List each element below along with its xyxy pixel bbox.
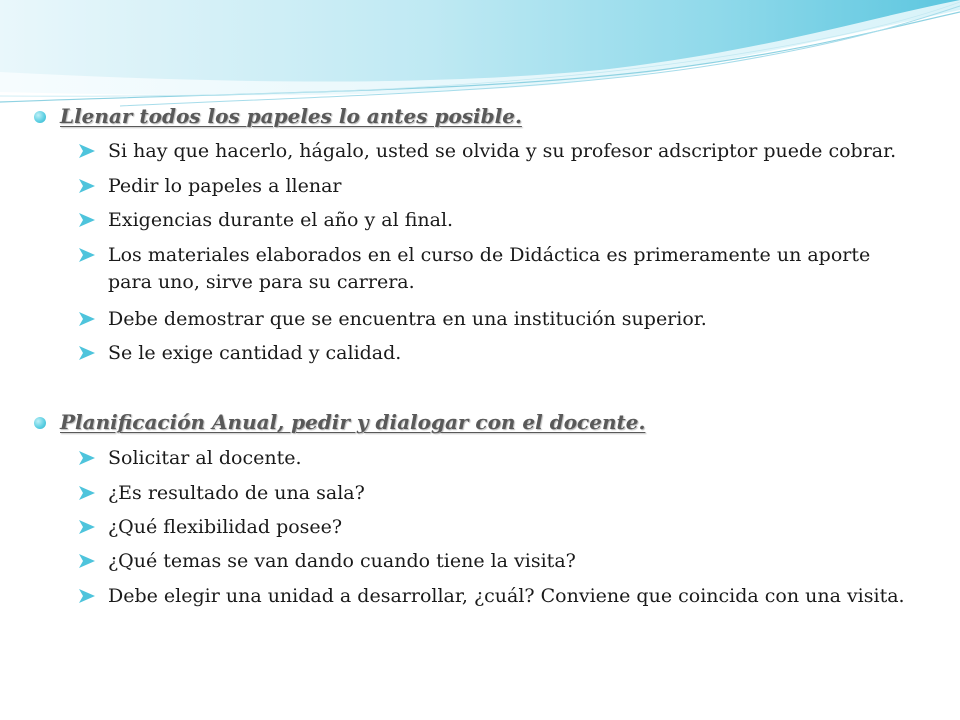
bullet-item: Debe elegir una unidad a desarrollar, ¿cuál? Conviene que coincida con una visita. — [108, 585, 905, 607]
round-bullet-icon — [34, 111, 46, 123]
bullet-item: Si hay que hacerlo, hágalo, usted se olvida y su profesor adscriptor puede cobrar. — [108, 140, 897, 162]
bullet-item: Se le exige cantidad y calidad. — [108, 342, 402, 364]
bullet-item: ¿Qué flexibilidad posee? — [108, 516, 343, 538]
arrowhead-bullet-icon — [78, 450, 96, 466]
arrowhead-bullet-icon — [78, 485, 96, 501]
arrowhead-bullet-icon — [78, 519, 96, 535]
bullet-item: Pedir lo papeles a llenar — [108, 175, 342, 197]
section-title: Planificación Anual, pedir y dialogar con el docente. — [60, 410, 646, 434]
bullet-item: ¿Es resultado de una sala? — [108, 482, 365, 504]
arrowhead-bullet-icon — [78, 247, 96, 263]
bullet-item: Debe demostrar que se encuentra en una institución superior. — [108, 308, 707, 330]
arrowhead-bullet-icon — [78, 178, 96, 194]
arrowhead-bullet-icon — [78, 212, 96, 228]
bullet-item: ¿Qué temas se van dando cuando tiene la visita? — [108, 550, 576, 572]
bullet-item: Exigencias durante el año y al final. — [108, 209, 454, 231]
bullet-item: Los materiales elaborados en el curso de Didáctica es primeramente un aporte para uno, sirve para su carrera. — [108, 244, 871, 293]
bullet-item: Solicitar al docente. — [108, 447, 302, 469]
section-title: Llenar todos los papeles lo antes posible. — [60, 104, 522, 128]
arrowhead-bullet-icon — [78, 311, 96, 327]
arrowhead-bullet-icon — [78, 588, 96, 604]
arrowhead-bullet-icon — [78, 143, 96, 159]
arrowhead-bullet-icon — [78, 553, 96, 569]
round-bullet-icon — [34, 417, 46, 429]
arrowhead-bullet-icon — [78, 345, 96, 361]
